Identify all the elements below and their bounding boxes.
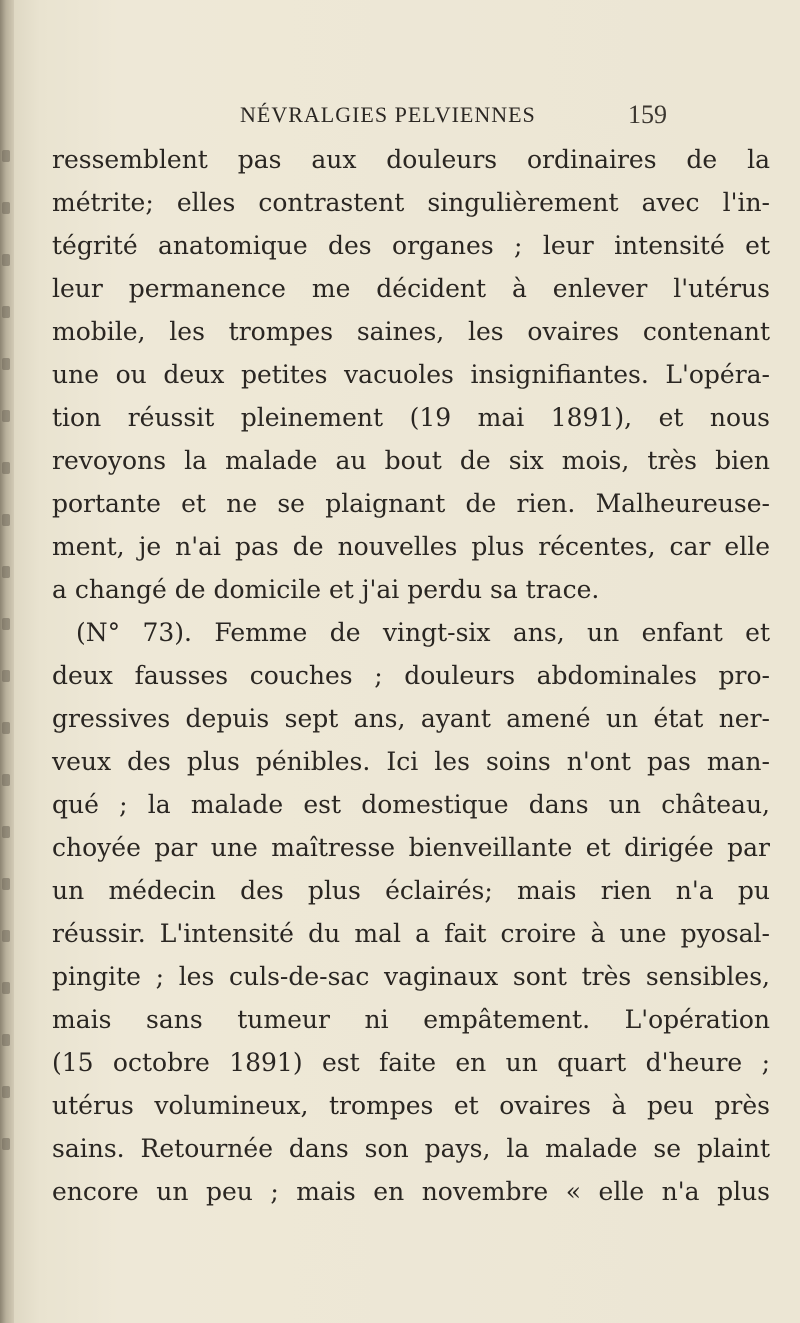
text-line: métrite; elles contrastent singulièrement avec l'in- <box>52 188 770 217</box>
text-line: réussir. L'intensité du mal a fait croire à une pyosal- <box>52 919 770 948</box>
paragraph-start-line: (N° 73). Femme de vingt-six ans, un enfant et <box>76 618 770 647</box>
text-line: qué ; la malade est domestique dans un château, <box>52 790 770 819</box>
page-gutter <box>0 0 14 1323</box>
text-line: ressemblent pas aux douleurs ordinaires de la <box>52 145 770 174</box>
text-line: mais sans tumeur ni empâtement. L'opération <box>52 1005 770 1034</box>
text-line: tégrité anatomique des organes ; leur intensité et <box>52 231 770 260</box>
text-line: veux des plus pénibles. Ici les soins n'ont pas man- <box>52 747 770 776</box>
gutter-binding-marks <box>0 150 14 1150</box>
paragraph-end-line: a changé de domicile et j'ai perdu sa trace. <box>52 575 600 604</box>
text-line: tion réussit pleinement (19 mai 1891), et nous <box>52 403 770 432</box>
text-line: pingite ; les culs-de-sac vaginaux sont très sensibles, <box>52 962 770 991</box>
text-line: portante et ne se plaignant de rien. Malheureuse- <box>52 489 770 518</box>
text-line: choyée par une maîtresse bienveillante et dirigée par <box>52 833 770 862</box>
text-line: un médecin des plus éclairés; mais rien n'a pu <box>52 876 770 905</box>
running-head: NÉVRALGIES PELVIENNES <box>240 102 536 127</box>
text-line: sains. Retournée dans son pays, la malade se plaint <box>52 1134 770 1163</box>
text-line: ment, je n'ai pas de nouvelles plus récentes, car elle <box>52 532 770 561</box>
text-line: mobile, les trompes saines, les ovaires contenant <box>52 317 770 346</box>
page-number: 159 <box>628 100 667 129</box>
text-line: (15 octobre 1891) est faite en un quart d'heure ; <box>52 1048 770 1077</box>
text-line: encore un peu ; mais en novembre « elle n'a plus <box>52 1177 770 1206</box>
text-line: revoyons la malade au bout de six mois, très bien <box>52 446 770 475</box>
text-line: deux fausses couches ; douleurs abdominales pro- <box>52 661 770 690</box>
text-line: utérus volumineux, trompes et ovaires à peu près <box>52 1091 770 1120</box>
text-line: gressives depuis sept ans, ayant amené un état ner- <box>52 704 770 733</box>
page-header <box>0 100 800 130</box>
text-line: leur permanence me décident à enlever l'utérus <box>52 274 770 303</box>
text-line: une ou deux petites vacuoles insignifiantes. L'opéra- <box>52 360 770 389</box>
body-text <box>52 138 770 1213</box>
